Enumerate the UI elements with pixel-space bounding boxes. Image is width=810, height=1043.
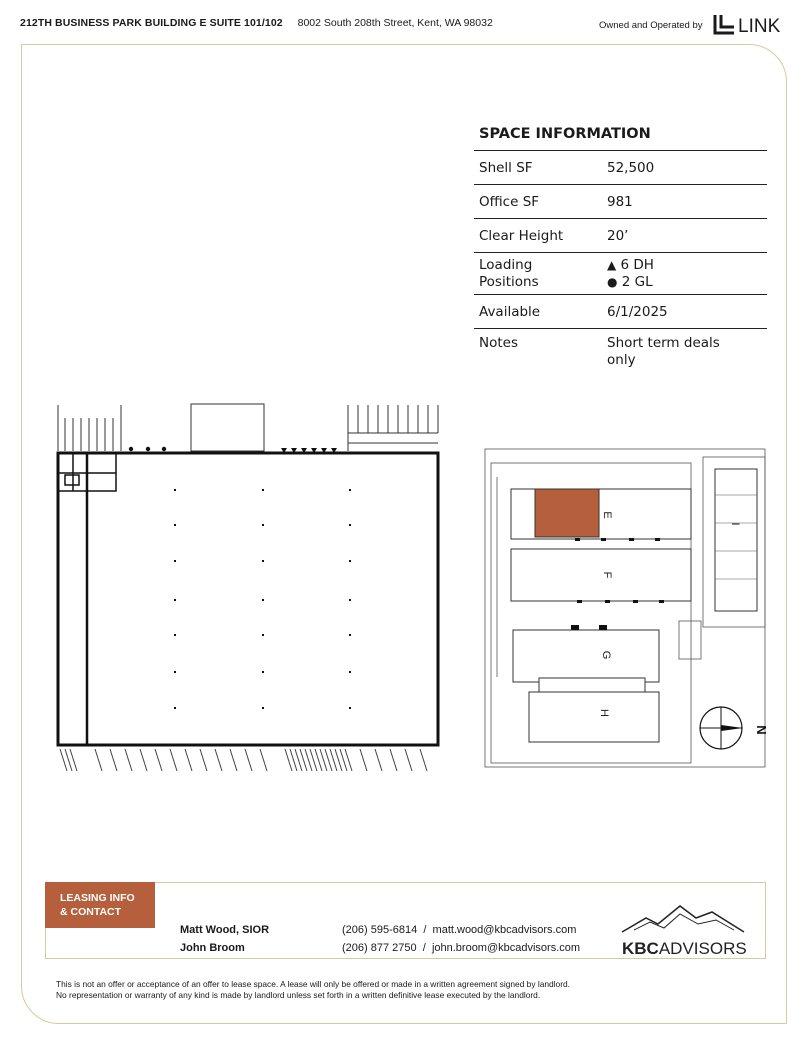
- info-value: 52,500: [607, 159, 655, 176]
- building-outline: [58, 453, 438, 745]
- link-logo-text: LINK: [738, 16, 781, 37]
- building-h: [529, 692, 659, 742]
- building-label-h: H: [598, 709, 610, 717]
- contact-phone[interactable]: (206) 877 2750: [342, 942, 417, 954]
- info-value: 981: [607, 193, 633, 210]
- property-title: 212TH BUSINESS PARK BUILDING E SUITE 101/102: [20, 17, 283, 29]
- building-label-g: G: [600, 650, 612, 660]
- info-row-available: [474, 295, 767, 329]
- owned-by-label: Owned and Operated by: [599, 20, 703, 31]
- mountain-icon: [622, 906, 744, 932]
- leasing-info-tab: [45, 882, 155, 928]
- contact-phone[interactable]: (206) 595-6814: [342, 924, 418, 936]
- disclaimer-line: No representation or warranty of any kind is made by landlord unless set forth in a written definitive lease executed by the landlord.: [56, 990, 541, 1000]
- contact-details-matt: [342, 924, 576, 936]
- info-row-loading-positions: [474, 253, 767, 295]
- kbc-advisors-text: KBCADVISORS: [622, 939, 747, 958]
- building-label-f: F: [601, 571, 613, 579]
- info-label: Office SF: [479, 193, 540, 210]
- loading-label-line: Loading: [479, 256, 533, 273]
- link-logo-mark-icon: [715, 15, 734, 33]
- triangle-icon: ▲: [607, 257, 617, 272]
- space-information-title: SPACE INFORMATION: [474, 126, 767, 151]
- disclaimer-line: This is not an offer or acceptance of an offer to lease space. A lease will only be offered or made in a written agreement signed by landlord.: [56, 979, 570, 989]
- info-row-office-sf: [474, 185, 767, 219]
- kbc-advisors-logo: [620, 902, 752, 958]
- north-label: N: [754, 725, 769, 735]
- grade-level-count: 2 GL: [621, 273, 653, 290]
- property-address: 8002 South 208th Street, Kent, WA 98032: [297, 17, 493, 29]
- disclaimer: [56, 979, 570, 1001]
- info-label: [474, 257, 607, 291]
- contact-name-john: John Broom: [180, 942, 245, 954]
- info-label: Available: [479, 303, 541, 320]
- floor-plan-drawing: [55, 403, 442, 773]
- circle-icon: ●: [607, 274, 618, 289]
- building-i: [715, 469, 757, 611]
- contact-email[interactable]: john.broom@kbcadvisors.com: [431, 942, 581, 954]
- notes-line: only: [607, 352, 636, 368]
- info-value: 20’: [607, 227, 629, 244]
- link-logo: [712, 12, 792, 38]
- contact-details-john: [342, 942, 580, 954]
- building-f: [511, 549, 691, 601]
- info-value: [607, 335, 767, 369]
- leasing-tab-line: LEASING INFO: [60, 892, 135, 904]
- building-e-highlight: [535, 489, 599, 537]
- info-row-shell-sf: [474, 151, 767, 185]
- building-g: [513, 630, 659, 682]
- positions-label-line: Positions: [479, 273, 539, 290]
- column-grid: [174, 489, 351, 709]
- contact-name-matt: Matt Wood, SIOR: [180, 924, 270, 936]
- building-label-i: I: [729, 522, 741, 526]
- building-label-e: E: [601, 511, 613, 519]
- space-information-table: [474, 126, 767, 369]
- leasing-tab-line: & CONTACT: [60, 906, 122, 918]
- separator: /: [423, 924, 427, 936]
- separator: /: [422, 942, 426, 954]
- info-row-clear-height: [474, 219, 767, 253]
- contact-email[interactable]: matt.wood@kbcadvisors.com: [432, 924, 577, 936]
- info-row-notes: [474, 329, 767, 369]
- dock-high-count: 6 DH: [620, 256, 654, 273]
- info-label: Shell SF: [479, 159, 533, 176]
- page-header: [20, 17, 493, 29]
- north-arrow-icon: [697, 704, 769, 752]
- info-value: 6/1/2025: [607, 303, 668, 320]
- info-label: Clear Height: [479, 227, 564, 244]
- notes-line: Short term deals: [607, 335, 720, 351]
- info-label: Notes: [479, 335, 518, 351]
- info-value: [607, 257, 767, 291]
